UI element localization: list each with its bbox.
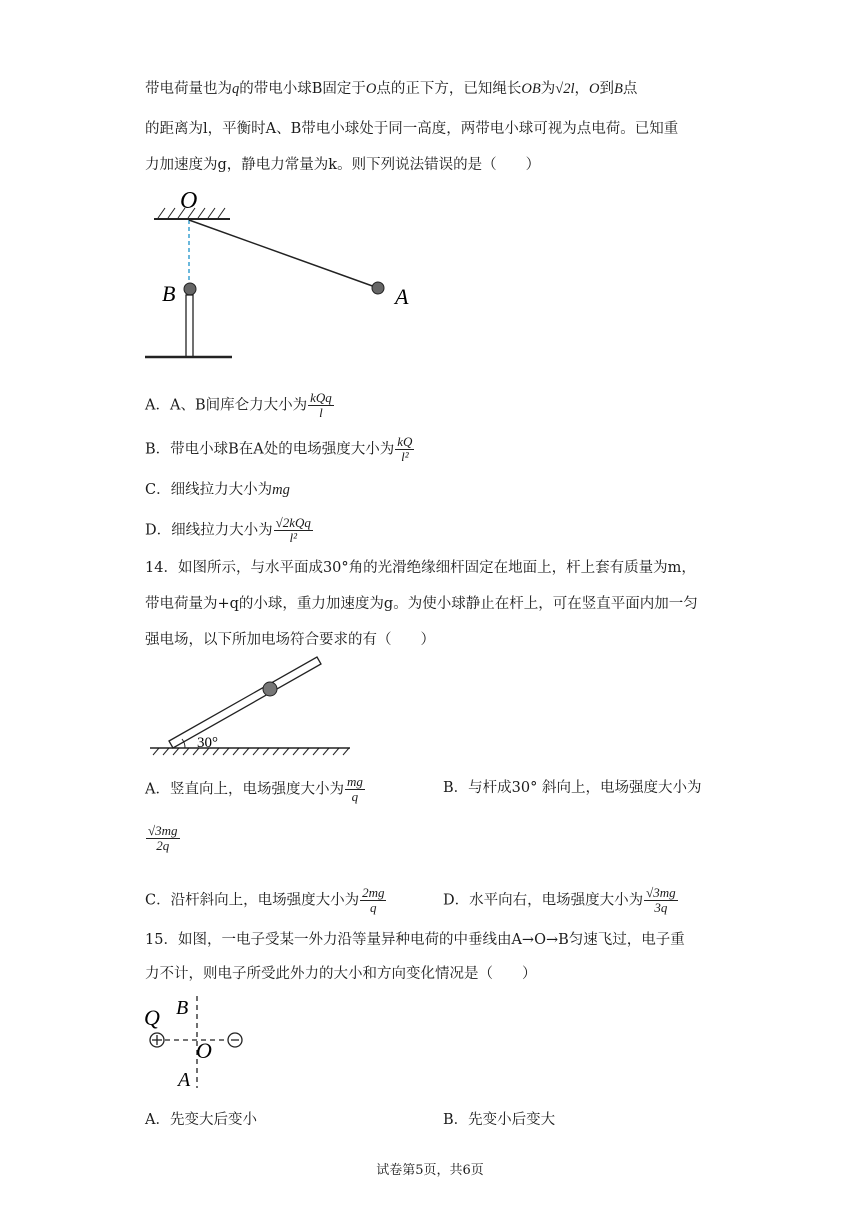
q14-line-2: 带电荷量为+q的小球，重力加速度为g。为使小球静止在杆上，可在竖直平面内加一匀 — [145, 596, 698, 612]
q15-option-B: B．先变小后变大 — [443, 1112, 556, 1128]
positive-charge-icon — [150, 1033, 164, 1047]
q13-line-3: 力加速度为g，静电力常量为k。则下列说法错误的是（ ） — [145, 157, 541, 173]
q14-option-D: D．水平向右，电场强度大小为 $\frac{√3mg}{3q}$ — [443, 885, 676, 915]
q14-option-C: C．沿杆斜向上，电场强度大小为 $\frac{2mg}{q}$ — [145, 885, 385, 915]
q14-line-3: 强电场，以下所加电场符合要求的有（ ） — [145, 632, 435, 648]
q15-option-A: A．先变大后变小 — [145, 1112, 257, 1128]
page-footer: 试卷第5页，共6页 — [376, 1163, 484, 1178]
q13-line-2: 的距离为l，平衡时A、B带电小球处于同一高度，两带电小球可视为点电荷。已知重 — [145, 121, 679, 137]
figure-15-dipole — [140, 992, 270, 1092]
q15-line-1: 15．如图，一电子受某一外力沿等量异种电荷的中垂线由A→O→B匀速飞过，电子重 — [145, 932, 685, 948]
fig15-label-Q: Q — [144, 1005, 160, 1030]
q13-line-1: 带电荷量也为q的带电小球B固定于O点的正下方，已知绳长OB为√2l，O到B点 — [145, 81, 638, 97]
q14-line-1: 14．如图所示，与水平面成30°角的光滑绝缘细杆固定在地面上，杆上套有质量为m， — [145, 560, 696, 576]
q13-option-A: A．A、B间库仑力大小为 $\frac{\text{kQq}}{l}$ — [145, 390, 332, 420]
figure-14-incline-rod — [145, 656, 365, 756]
q13-option-B: B．带电小球B在A处的电场强度大小为 $\frac{kQ}{\text{l²}}$ — [145, 434, 413, 464]
fig13-label-B: B — [162, 281, 176, 306]
q15-line-2: 力不计，则电子所受此外力的大小和方向变化情况是（ ） — [145, 966, 537, 982]
fig13-label-O: O — [180, 188, 198, 214]
fig15-label-A: A — [178, 1069, 191, 1091]
q14-option-B: B．与杆成30° 斜向上，电场强度大小为 — [443, 780, 702, 796]
q13-option-C: C．细线拉力大小为mg — [145, 482, 290, 498]
fig13-label-A: A — [395, 284, 409, 309]
q13-option-D: D．细线拉力大小为 $\frac{\text{√2kQq}}{\text{l²}}$ — [145, 515, 311, 545]
figure-13-pendulum — [140, 186, 440, 366]
fig14-angle-label: 30° — [197, 735, 218, 751]
fig15-label-B: B — [176, 997, 189, 1019]
q14-option-A: A．竖直向上，电场强度大小为 $\frac{mg}{q}$ — [145, 774, 363, 804]
fig15-label-O: O — [196, 1038, 212, 1063]
negative-charge-icon — [228, 1033, 242, 1047]
q14-option-B-value: $\frac{√3mg}{2q}$ — [148, 823, 178, 853]
